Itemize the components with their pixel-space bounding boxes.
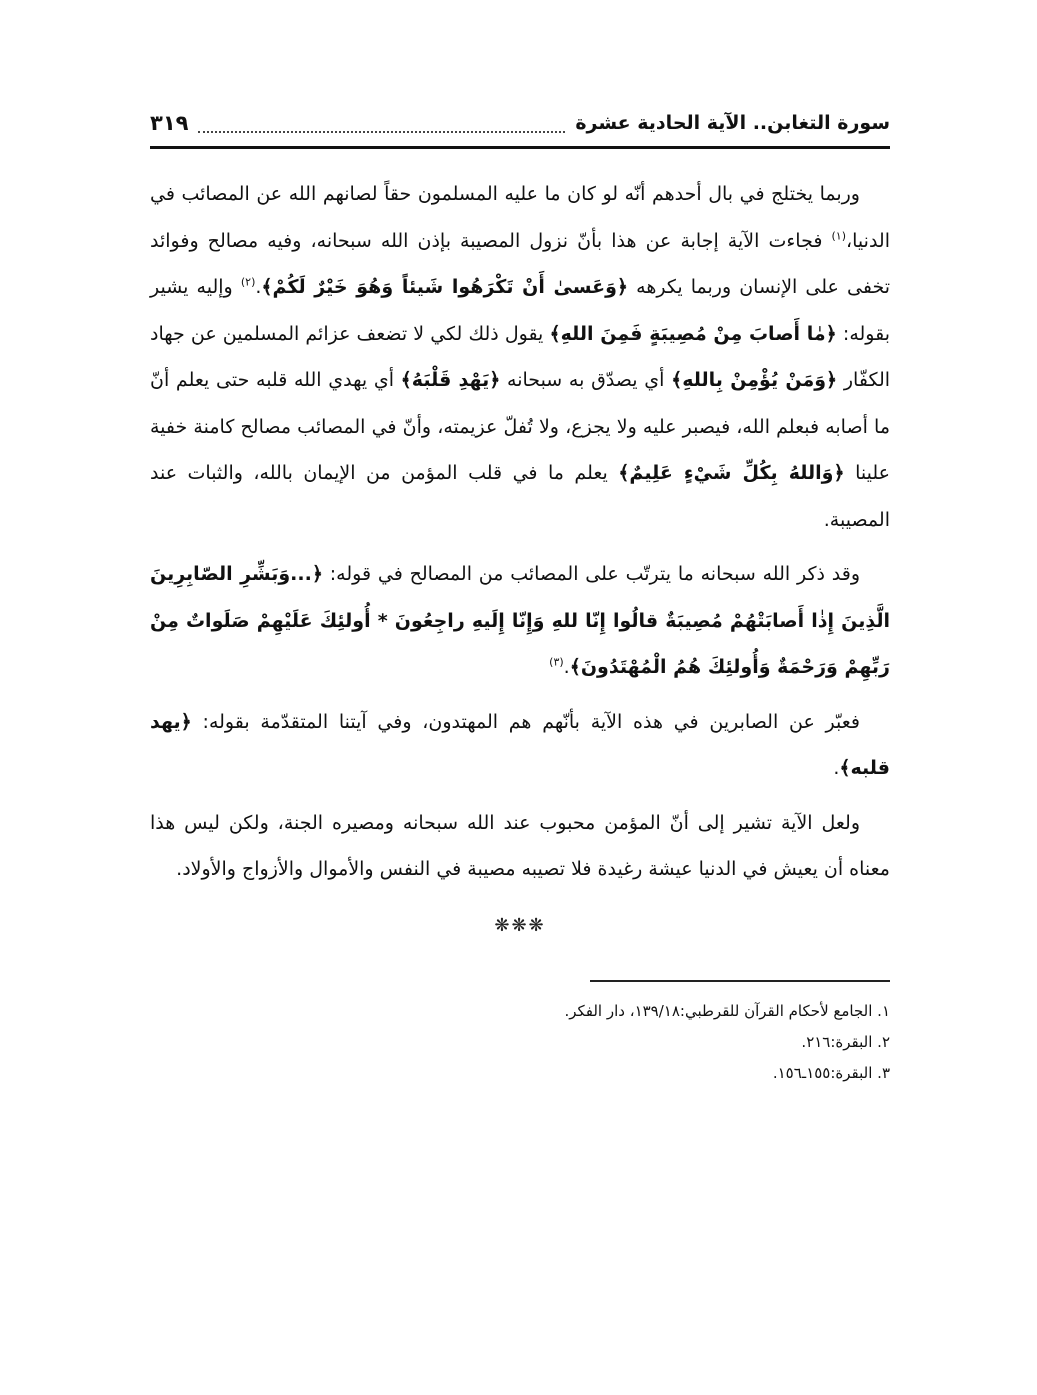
paragraph-3: فعبّر عن الصابرين في هذه الآية بأنّهم هم المهتدون، وفي آيتنا المتقدّمة بقوله: ﴿يهد قلبه﴾. [150,710,890,779]
chapter-title: سورة التغابن.. الآية الحادية عشرة [569,112,890,134]
quran-quote: ﴿مٰا أَصابَ مِنْ مُصِيبَةٍ فَمِنَ اللهِ﴾ [549,322,837,345]
quran-quote: ﴿وَمَنْ يُؤْمِنْ بِاللهِ﴾ [671,369,838,391]
footnote-ref-3: (٣) [549,655,564,669]
quran-quote: ﴿يَهْدِ قَلْبَهُ﴾ [400,369,501,391]
footnote-2: ٢. البقرة:٢١٦. [801,1032,890,1051]
footnote-3: ٣. البقرة:١٥٥ـ١٥٦. [772,1063,890,1082]
paragraph-1: وربما يختلج في بال أحدهم أنّه لو كان ما عليه المسلمون حقاً لصانهم الله عن المصائب في الدنيا،$^{(١)}$ فجاءت الآية إجابة عن هذا بأنّ نزول المصيبة بإذن الله سبحانه، وفيه مصالح وفوائد تخفى على الإنسان وربما يكرهه ﴿وَعَسىٰ أَنْ تَكْرَهُوا شَيئاً وَهُوَ خَيْرٌ لَكُمْ﴾.$^{(٢)}$ وإليه يشير بقوله: ﴿مٰا أَصابَ مِنْ مُصِيبَةٍ فَمِنَ اللهِ﴾ يقول ذلك لكي لا تضعف عزائم المسلمين عن جهاد الكفّار ﴿وَمَنْ يُؤْمِنْ بِاللهِ﴾ أي يصدّق به سبحانه ﴿يَهْدِ قَلْبَهُ﴾ أي يهدي الله قلبه حتى يعلم أنّ ما أصابه فبعلم الله، فيصبر عليه ولا يجزع، ولا تُفلّ عزيمته، وأنّ في المصائب مصالح كامنة خفية علينا ﴿وَاللهُ بِكُلِّ شَيْءٍ عَلِيمٌ﴾ يعلم ما في قلب المؤمن من الإيمان بالله، والثبات عند المصيبة. [150,183,891,531]
paragraph-4: ولعل الآية تشير إلى أنّ المؤمن محبوب عند الله سبحانه ومصيره الجنة، ولكن ليس هذا معناه أن يعيش في الدنيا عيشة رغيدة فلا تصيبه مصيبة في النفس والأموال والأزواج والأولاد. [150,811,890,880]
footnote-1: ١. الجامع لأحكام القرآن للقرطبي:١٣٩/١٨، دار الفكر. [564,1001,890,1020]
quran-quote: ﴿وَعَسىٰ أَنْ تَكْرَهُوا شَيئاً وَهُوَ خَيْرٌ لَكُمْ﴾ [261,276,629,298]
footnotes [150,996,890,1089]
quran-quote: ﴿وَاللهُ بِكُلِّ شَيْءٍ عَلِيمٌ﴾ [618,462,845,484]
header-leader-dots [198,113,565,133]
book-page [150,100,890,1360]
footnote-ref-2: (٢) [240,275,256,289]
page-number: ٣١٩ [150,111,189,135]
section-separator: ❋❋❋ [494,914,546,936]
main-text [150,171,890,893]
footnote-ref-1: (١) [831,229,847,243]
quran-quote: ﴿...وَبَشِّرِ الصّابِرِينَ الَّذِينَ إِذٰا أَصابَتْهُمْ مُصِيبَةٌ قالُوا إِنّا للهِ وَإِنّا إِلَيهِ راجِعُونَ * أُولئِكَ عَلَيْهِمْ صَلَواتٌ مِنْ رَبِّهِمْ وَرَحْمَةٌ وَأُولئِكَ هُمُ الْمُهْتَدُونَ﴾ [150,563,890,678]
footnote-divider [590,980,890,982]
running-header [150,100,890,149]
paragraph-2: وقد ذكر الله سبحانه ما يترتّب على المصائب من المصالح في قوله: ﴿...وَبَشِّرِ الصّابِرِينَ الَّذِينَ إِذٰا أَصابَتْهُمْ مُصِيبَةٌ قالُوا إِنّا للهِ وَإِنّا إِلَيهِ راجِعُونَ * أُولئِكَ عَلَيْهِمْ صَلَواتٌ مِنْ رَبِّهِمْ وَرَحْمَةٌ وَأُولئِكَ هُمُ الْمُهْتَدُونَ﴾.$^{(٣)}$ [150,563,890,678]
quran-quote: ﴿يهد قلبه﴾ [150,710,890,779]
